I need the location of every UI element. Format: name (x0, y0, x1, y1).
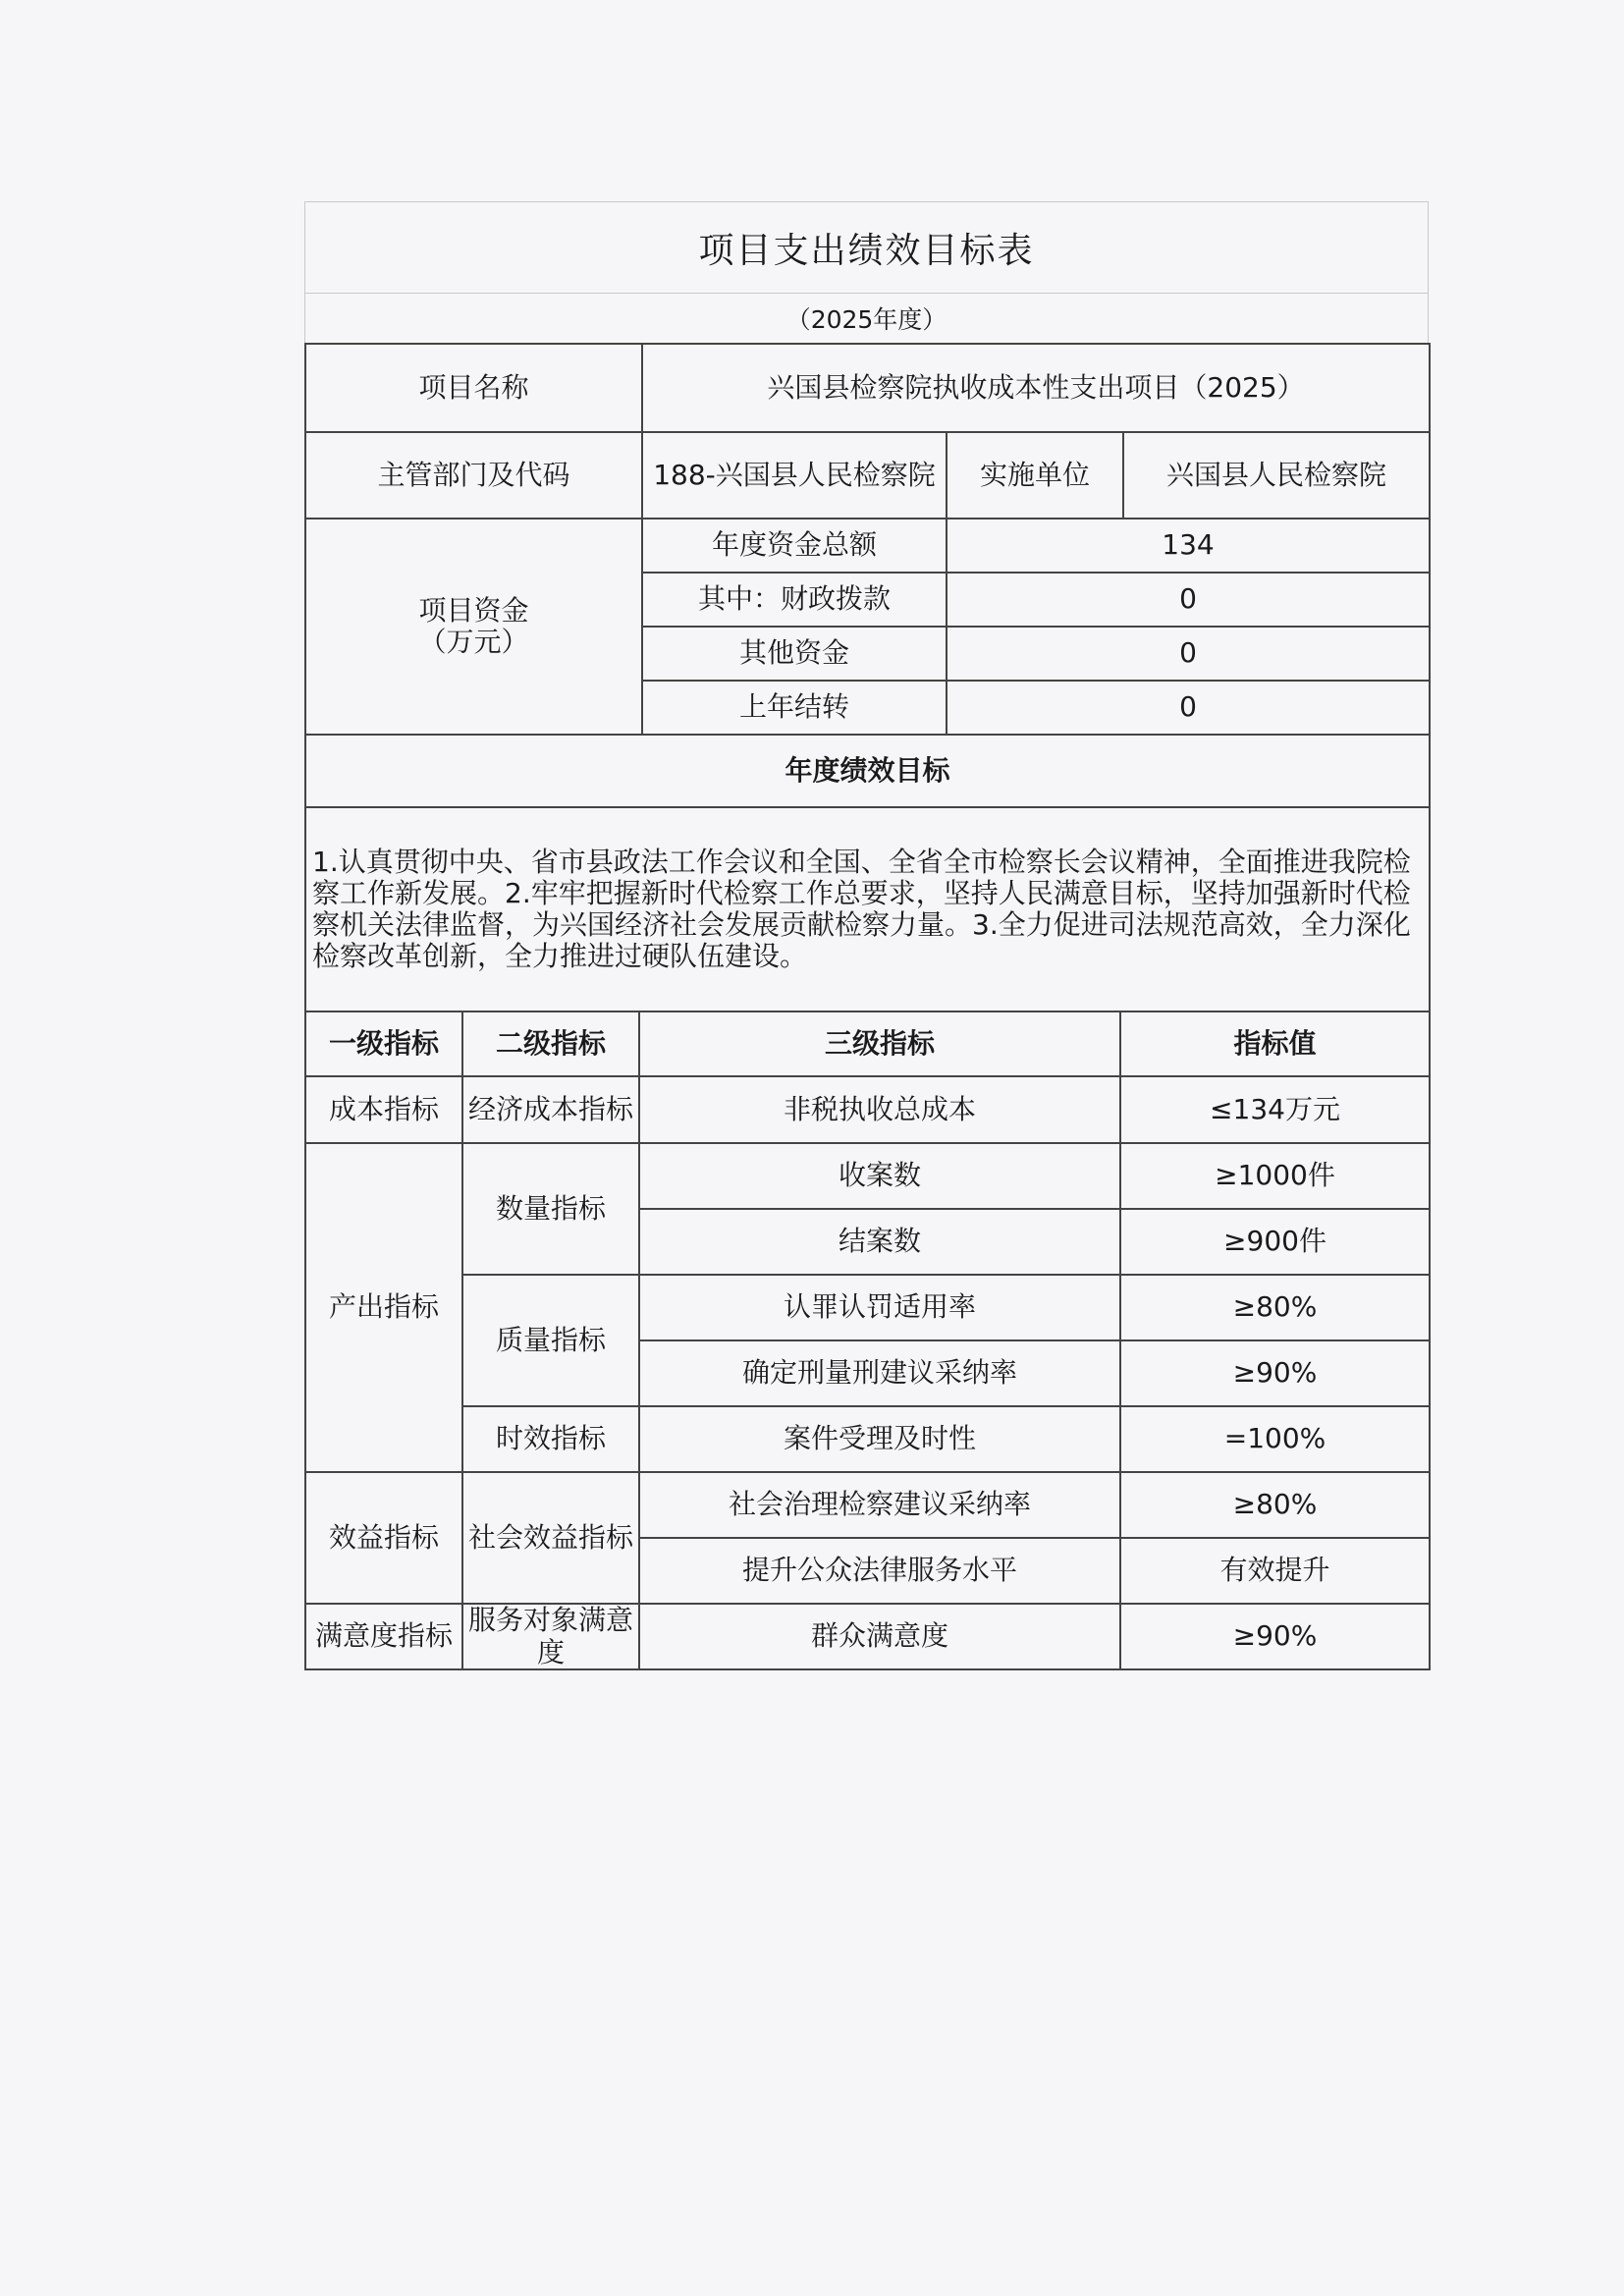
level2-cell: 服务对象满意度 (462, 1604, 639, 1669)
level2-cell: 质量指标 (462, 1275, 639, 1406)
level3-cell: 提升公众法律服务水平 (639, 1538, 1120, 1604)
fund-row-value: 0 (947, 681, 1430, 735)
level1-cell: 产出指标 (305, 1143, 462, 1472)
level3-cell: 确定刑量刑建议采纳率 (639, 1340, 1120, 1406)
header-level3: 三级指标 (639, 1011, 1120, 1076)
value-cell: ≥80% (1120, 1275, 1430, 1340)
dept-label: 主管部门及代码 (305, 432, 642, 519)
level2-cell: 时效指标 (462, 1406, 639, 1472)
fund-label-line1: 项目资金 (418, 593, 529, 627)
value-cell: ≤134万元 (1120, 1076, 1430, 1143)
fund-row (305, 519, 1430, 573)
header-level2: 二级指标 (462, 1011, 639, 1076)
header-level1: 一级指标 (305, 1011, 462, 1076)
goals-heading-row (305, 735, 1430, 807)
value-cell: =100% (1120, 1406, 1430, 1472)
fund-row-label: 年度资金总额 (642, 519, 947, 573)
level3-cell: 收案数 (639, 1143, 1120, 1209)
fund-row-label: 其中：财政拨款 (642, 573, 947, 627)
level2-cell: 经济成本指标 (462, 1076, 639, 1143)
level3-cell: 认罪认罚适用率 (639, 1275, 1120, 1340)
unit-value: 兴国县人民检察院 (1123, 432, 1430, 519)
sheet-year: （2025年度） (304, 293, 1429, 343)
value-cell: ≥90% (1120, 1340, 1430, 1406)
indicator-row (305, 1472, 1430, 1538)
level1-cell: 满意度指标 (305, 1604, 462, 1669)
level1-cell: 效益指标 (305, 1472, 462, 1604)
sheet-title: 项目支出绩效目标表 (304, 201, 1429, 293)
dept-row (305, 432, 1430, 519)
project-info-table (304, 343, 1431, 1012)
unit-label: 实施单位 (947, 432, 1123, 519)
level3-cell: 社会治理检察建议采纳率 (639, 1472, 1120, 1538)
indicator-row (305, 1406, 1430, 1472)
level3-cell: 案件受理及时性 (639, 1406, 1120, 1472)
goals-text: 1.认真贯彻中央、省市县政法工作会议和全国、全省全市检察长会议精神，全面推进我院检察工作新发展。2.牢牢把握新时代检察工作总要求，坚持人民满意目标，坚持加强新时代检察机关法律监督，为兴国经济社会发展贡献检察力量。3.全力促进司法规范高效，全力深化检察改革创新，全力推进过硬队伍建设。 (305, 807, 1430, 1011)
fund-label-line2: （万元） (418, 626, 529, 658)
project-name-value: 兴国县检察院执收成本性支出项目（2025） (642, 344, 1430, 432)
fund-row-label: 上年结转 (642, 681, 947, 735)
goals-heading: 年度绩效目标 (305, 735, 1430, 807)
goals-text-row (305, 807, 1430, 1011)
level2-cell: 数量指标 (462, 1143, 639, 1275)
indicator-header-row (305, 1011, 1430, 1076)
value-cell: ≥1000件 (1120, 1143, 1430, 1209)
level3-cell: 非税执收总成本 (639, 1076, 1120, 1143)
indicator-table (304, 1011, 1431, 1670)
fund-label (305, 519, 642, 735)
level3-cell: 群众满意度 (639, 1604, 1120, 1669)
fund-row-value: 134 (947, 519, 1430, 573)
value-cell: 有效提升 (1120, 1538, 1430, 1604)
indicator-row (305, 1604, 1430, 1669)
header-value: 指标值 (1120, 1011, 1430, 1076)
indicator-row (305, 1076, 1430, 1143)
level2-cell: 社会效益指标 (462, 1472, 639, 1604)
level1-cell: 成本指标 (305, 1076, 462, 1143)
performance-target-sheet (304, 201, 1429, 1670)
fund-row-label: 其他资金 (642, 627, 947, 681)
fund-row-value: 0 (947, 573, 1430, 627)
indicator-row (305, 1143, 1430, 1209)
value-cell: ≥900件 (1120, 1209, 1430, 1275)
indicator-row (305, 1275, 1430, 1340)
fund-row-value: 0 (947, 627, 1430, 681)
project-name-label: 项目名称 (305, 344, 642, 432)
dept-value: 188-兴国县人民检察院 (642, 432, 947, 519)
level3-cell: 结案数 (639, 1209, 1120, 1275)
project-name-row (305, 344, 1430, 432)
value-cell: ≥90% (1120, 1604, 1430, 1669)
value-cell: ≥80% (1120, 1472, 1430, 1538)
